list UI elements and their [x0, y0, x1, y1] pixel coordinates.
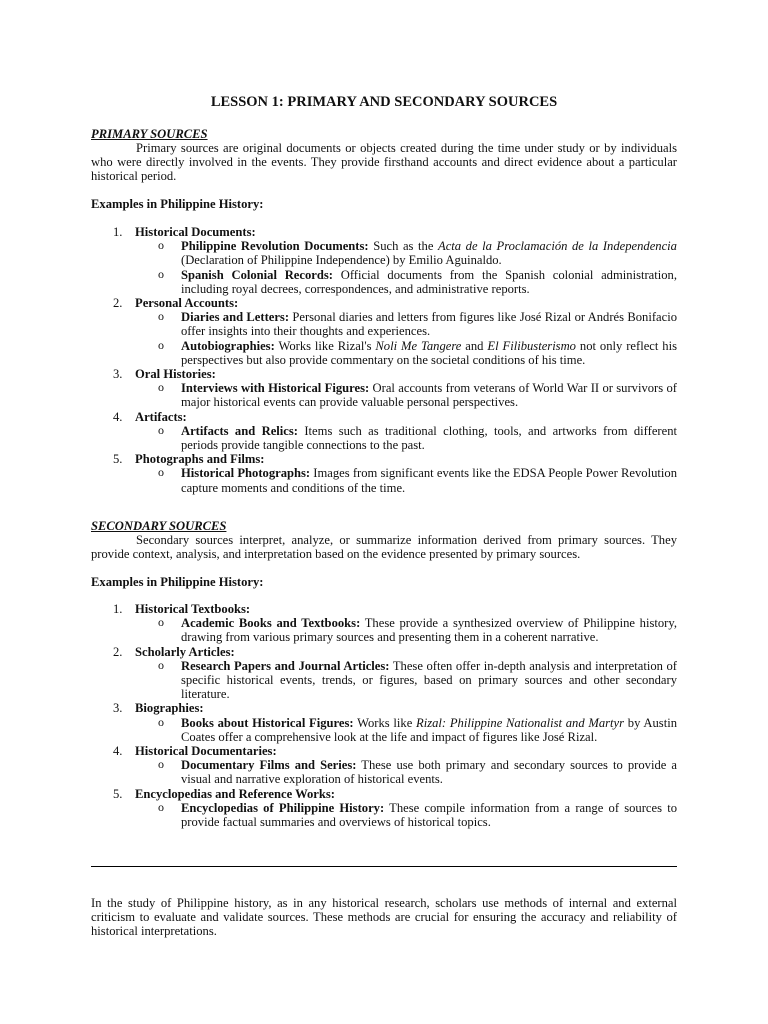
- bullet-marker: o: [158, 309, 164, 324]
- item-number: 1.: [113, 602, 123, 616]
- item-number: 5.: [113, 452, 123, 467]
- list-item-heading: [91, 787, 677, 801]
- bullet-marker: o: [158, 615, 164, 630]
- sub-item-title-italic: Acta de la Proclamación de la Independencia: [438, 239, 677, 254]
- item-number: 4.: [113, 743, 123, 758]
- bullet-marker: o: [158, 465, 164, 480]
- sub-item-text: These use both primary and secondary sources to provide a visual and narrative exploration of historical events.: [181, 758, 677, 787]
- item-title: Scholarly Articles:: [135, 644, 235, 659]
- bullet-marker: o: [158, 657, 164, 672]
- item-title: Photographs and Films:: [135, 452, 265, 467]
- sub-item-text: These provide a synthesized overview of Philippine history, drawing from various primary sources and presenting them in a coherent narrative.: [181, 616, 677, 645]
- sub-item-text: Images from significant events like the EDSA People Power Revolution capture moments and conditions of the time.: [181, 466, 677, 495]
- list-item-heading: [91, 410, 677, 424]
- sub-item-text: Items such as traditional clothing, tools, and artworks from different periods provide tangible connections to the past.: [181, 423, 677, 452]
- sub-item-text: Such as the: [368, 239, 439, 254]
- sub-item-text: Oral accounts from veterans of World War II or survivors of major historical events can provide valuable personal perspectives.: [181, 381, 677, 410]
- sub-item-label: Philippine Revolution Documents:: [181, 239, 369, 254]
- secondary-sources-heading: SECONDARY SOURCES: [91, 519, 227, 533]
- sub-item-text: Official documents from the Spanish colonial administration, including royal decrees, correspondences, and administrative reports.: [181, 267, 677, 296]
- list-item-heading: [91, 225, 677, 239]
- sub-bullet-item: [91, 758, 677, 786]
- sub-bullet-item: [91, 801, 677, 829]
- list-item-heading: [91, 701, 677, 715]
- sub-item-label: Spanish Colonial Records:: [181, 267, 333, 282]
- sub-bullet-item: [91, 716, 677, 744]
- sub-bullet-item: [91, 424, 677, 452]
- bullet-marker: o: [158, 380, 164, 395]
- primary-sources-heading: PRIMARY SOURCES: [91, 127, 208, 141]
- sub-bullet-item: [91, 616, 677, 644]
- secondary-intro-text: Secondary sources interpret, analyze, or summarize information derived from primary sources. They provide context, analysis, and interpretation based on the evidence presented by primary sources.: [91, 533, 677, 562]
- sub-item-text: not only reflect his perspectives but also provide commentary on the societal conditions of his time.: [181, 338, 677, 367]
- item-title: Personal Accounts:: [135, 296, 239, 310]
- sub-item-label: Interviews with Historical Figures:: [181, 381, 370, 396]
- item-title: Historical Documentaries:: [135, 743, 277, 758]
- sub-bullet-item: [91, 659, 677, 702]
- secondary-sources-intro: [91, 533, 677, 561]
- item-number: 5.: [113, 786, 123, 801]
- secondary-examples-label: Examples in Philippine History:: [91, 575, 264, 589]
- sub-bullet-item: [91, 268, 677, 296]
- item-title: Oral Histories:: [135, 367, 216, 381]
- sub-item-text: (Declaration of Philippine Independence) by Emilio Aguinaldo.: [181, 253, 502, 268]
- bullet-marker: o: [158, 714, 164, 729]
- sub-item-title-italic: El Filibusterismo: [487, 338, 576, 353]
- sub-item-label: Encyclopedias of Philippine History:: [181, 800, 385, 815]
- list-item-heading: [91, 296, 677, 310]
- bullet-marker: o: [158, 238, 164, 253]
- sub-item-label: Diaries and Letters:: [181, 310, 290, 325]
- sub-item-label: Autobiographies:: [181, 338, 275, 353]
- sub-item-title-italic: Rizal: Philippine Nationalist and Martyr: [416, 715, 625, 730]
- primary-examples-list: [91, 225, 677, 495]
- closing-paragraph: In the study of Philippine history, as in any historical research, scholars use methods of internal and external criticism to evaluate and validate sources. These methods are crucial for ensuring the accuracy and reliability of historical interpretations.: [91, 896, 677, 939]
- item-number: 3.: [113, 701, 123, 716]
- sub-item-label: Historical Photographs:: [181, 466, 311, 481]
- sub-bullet-item: [91, 310, 677, 338]
- sub-item-label: Books about Historical Figures:: [181, 715, 354, 730]
- list-item-heading: [91, 645, 677, 659]
- list-item-heading: [91, 602, 677, 616]
- sub-item-text: by Austin Coates offer a comprehensive look at the life and impact of figures like José Rizal.: [181, 715, 677, 744]
- item-number: 1.: [113, 225, 123, 239]
- item-title: Historical Documents:: [135, 225, 256, 239]
- sub-item-text: Works like Rizal's: [274, 338, 376, 353]
- bullet-marker: o: [158, 422, 164, 437]
- sub-bullet-item: [91, 339, 677, 367]
- list-item-heading: [91, 367, 677, 381]
- item-number: 4.: [113, 409, 123, 424]
- sub-bullet-item: [91, 466, 677, 494]
- item-title: Encyclopedias and Reference Works:: [135, 786, 335, 801]
- list-item-heading: [91, 744, 677, 758]
- item-number: 3.: [113, 367, 123, 381]
- sub-item-label: Academic Books and Textbooks:: [181, 616, 361, 631]
- primary-intro-text: Primary sources are original documents or objects created during the time under study or by individuals who were directly involved in the events. They provide firsthand accounts and direct evidence about a particular historical period.: [91, 141, 677, 184]
- sub-item-text: Works like: [353, 715, 417, 730]
- primary-sources-intro: [91, 141, 677, 184]
- horizontal-divider: [91, 866, 677, 867]
- bullet-marker: o: [158, 799, 164, 814]
- item-title: Artifacts:: [135, 409, 187, 424]
- bullet-marker: o: [158, 266, 164, 281]
- secondary-examples-list: [91, 602, 677, 829]
- sub-item-title-italic: Noli Me Tangere: [375, 338, 462, 353]
- sub-bullet-item: [91, 381, 677, 409]
- sub-item-label: Documentary Films and Series:: [181, 758, 357, 773]
- sub-item-label: Artifacts and Relics:: [181, 423, 298, 438]
- sub-item-text: These compile information from a range of sources to provide factual summaries and overviews of historical topics.: [181, 800, 678, 829]
- item-title: Historical Textbooks:: [135, 602, 251, 616]
- sub-item-text: and: [461, 338, 488, 353]
- bullet-marker: o: [158, 757, 164, 772]
- sub-bullet-item: [91, 239, 677, 267]
- bullet-marker: o: [158, 337, 164, 352]
- item-number: 2.: [113, 296, 123, 310]
- primary-examples-label: Examples in Philippine History:: [91, 197, 264, 211]
- sub-item-text: Personal diaries and letters from figures like José Rizal or Andrés Bonifacio offer insights into their thoughts and experiences.: [181, 310, 678, 339]
- sub-item-text: These often offer in-depth analysis and interpretation of specific historical events, trends, or figures, based on primary sources and other secondary literature.: [181, 658, 678, 702]
- item-number: 2.: [113, 644, 123, 659]
- lesson-title: LESSON 1: PRIMARY AND SECONDARY SOURCES: [210, 94, 558, 110]
- item-title: Biographies:: [135, 701, 204, 716]
- sub-item-label: Research Papers and Journal Articles:: [181, 658, 390, 673]
- list-item-heading: [91, 452, 677, 466]
